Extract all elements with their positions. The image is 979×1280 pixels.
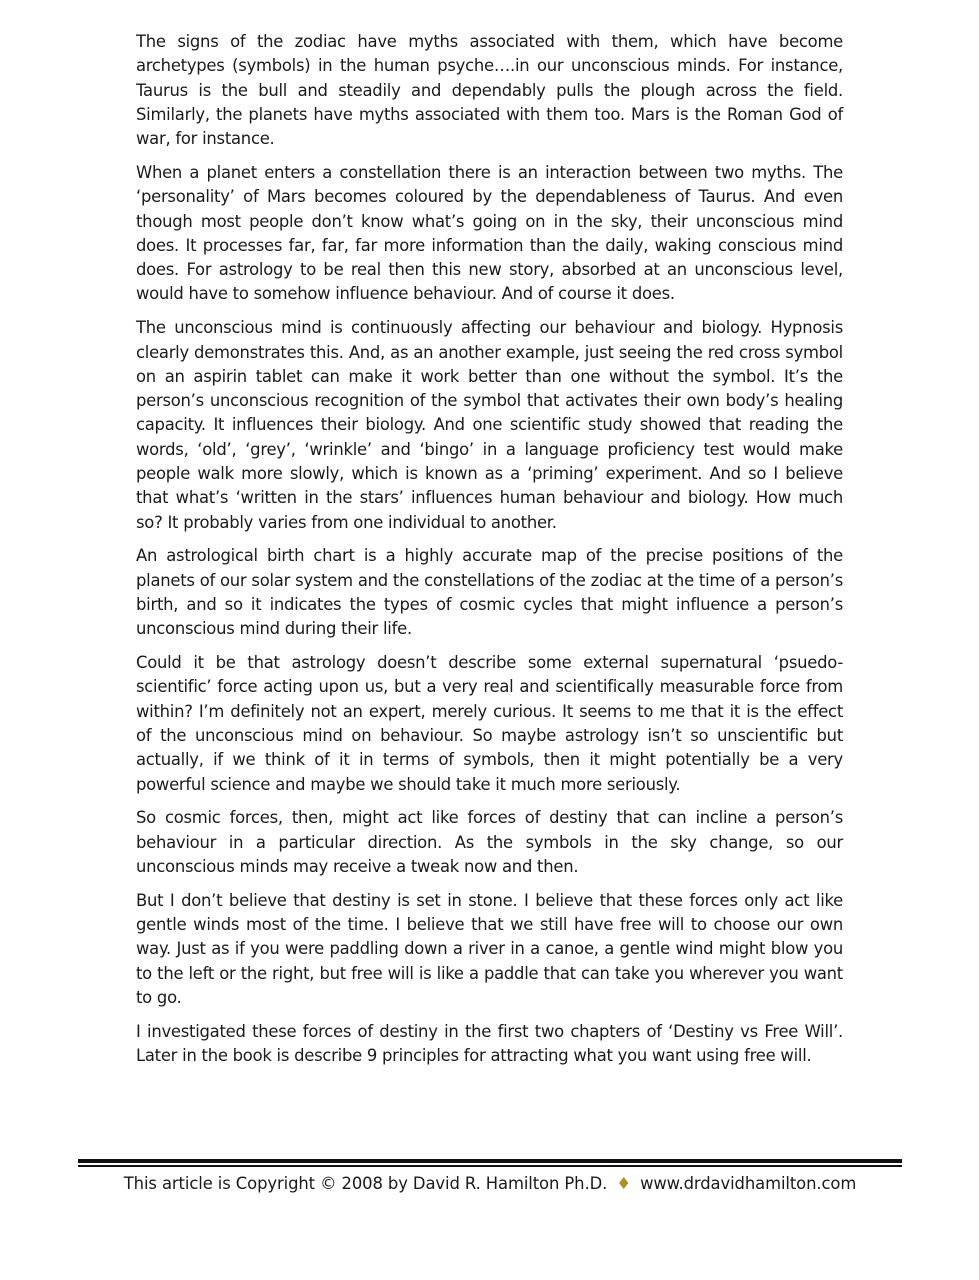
diamond-icon: ♦	[616, 1174, 631, 1193]
paragraph-2: When a planet enters a constellation there is an interaction between two myths. The ‘personality’ of Mars becomes coloured by the dependableness of Taurus. And even though most people don’t know what’s going on in the sky, their unconscious mind does. It processes far, far, far more information than the daily, waking conscious mind does. For astrology to be real then this new story, absorbed at an unconscious level, would have to somehow influence behaviour. And of course it does.	[136, 162, 843, 304]
paragraph-4: An astrological birth chart is a highly accurate map of the precise positions of the planets of our solar system and the constellations of the zodiac at the time of a person’s birth, and so it indicates the types of cosmic cycles that might influence a person’s unconscious mind during their life.	[136, 546, 843, 639]
paragraph-5: Could it be that astrology doesn’t describe some external supernatural ‘psuedo-scientific’ force acting upon us, but a very real and scientifically measurable force from within? I’m definitely not an expert, merely curious. It seems to me that it is the effect of the unconscious mind on behaviour. So maybe astrology isn’t so unscientific but actually, if we think of it in terms of symbols, then it might potentially be a very powerful science and maybe we should take it much more seriously.	[136, 653, 843, 794]
paragraph-1: The signs of the zodiac have myths associated with them, which have become archetypes (symbols) in the human psyche….in our unconscious minds. For instance, Taurus is the bull and steadily and dependably pulls the plough across the field. Similarly, the planets have myths associated with them too. Mars is the Roman God of war, for instance.	[136, 32, 843, 149]
article-body	[136, 30, 843, 1078]
website-link[interactable]: www.drdavidhamilton.com	[640, 1174, 857, 1193]
paragraph-8: I investigated these forces of destiny in the first two chapters of ‘Destiny vs Free Will’. Later in the book is describe 9 principles for attracting what you want using free will.	[136, 1021, 843, 1066]
paragraph-7: But I don’t believe that destiny is set in stone. I believe that these forces only act like gentle winds most of the time. I believe that we still have free will to choose our own way. Just as if you were paddling down a river in a canoe, a gentle wind might blow you to the left or the right, but free will is like a paddle that can take you wherever you want to go.	[136, 890, 843, 1007]
footer-divider-thick	[78, 1159, 902, 1163]
paragraph-6: So cosmic forces, then, might act like forces of destiny that can incline a person’s behaviour in a particular direction. As the symbols in the sky change, so our unconscious minds may receive a tweak now and then.	[136, 808, 843, 876]
footer-divider-thin	[78, 1165, 902, 1167]
paragraph-3: The unconscious mind is continuously affecting our behaviour and biology. Hypnosis clearly demonstrates this. And, as an another example, just seeing the red cross symbol on an aspirin tablet can make it work better than one without the symbol. It’s the person’s unconscious recognition of the symbol that activates their own body’s healing capacity. It influences their biology. And one scientific study showed that reading the words, ‘old’, ‘grey’, ‘wrinkle’ and ‘bingo’ in a language proficiency test would make people walk more slowly, which is known as a ‘priming’ experiment. And so I believe that what’s ‘written in the stars’ influences human behaviour and biology. How much so? It probably varies from one individual to another.	[136, 318, 843, 532]
footer	[78, 1172, 902, 1196]
copyright-notice: This article is Copyright © 2008 by David R. Hamilton Ph.D.	[123, 1174, 608, 1193]
